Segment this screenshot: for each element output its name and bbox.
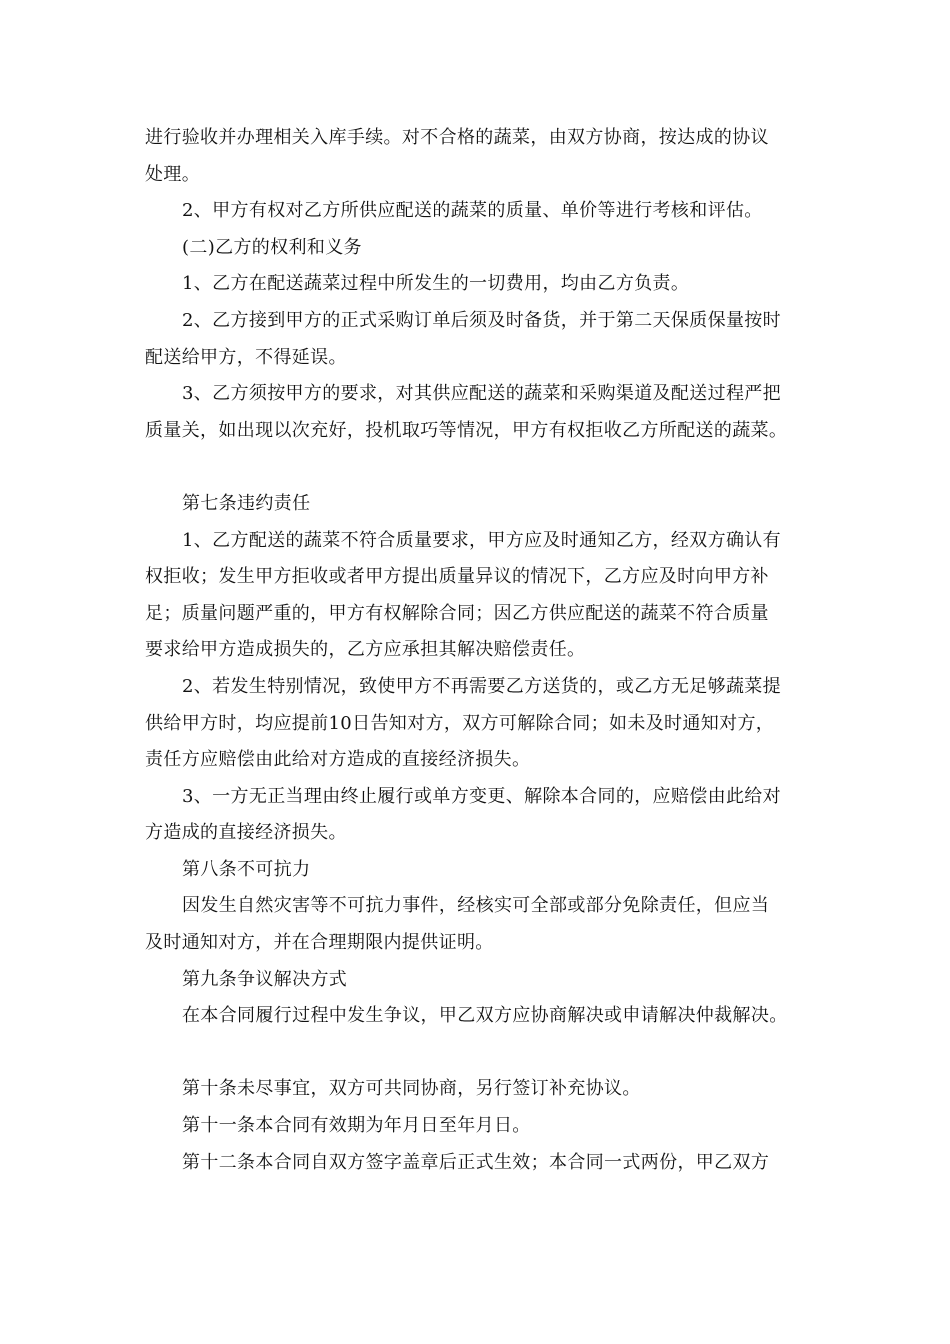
text-line: 2、若发生特别情况，致使甲方不再需要乙方送货的，或乙方无足够蔬菜提 [182, 675, 781, 697]
text-line: 3、一方无正当理由终止履行或单方变更、解除本合同的，应赔偿由此给对 [182, 785, 781, 807]
text-line: 方造成的直接经济损失。 [145, 822, 347, 844]
text-line: 进行验收并办理相关入库手续。对不合格的蔬菜，由双方协商，按达成的协议 [145, 127, 769, 148]
section-heading: (二)乙方的权利和义务 [182, 236, 362, 258]
text-line: 因发生自然灾害等不可抗力事件，经核实可全部或部分免除责任，但应当 [182, 895, 770, 917]
text-line: 在本合同履行过程中发生争议，甲乙双方应协商解决或申请解决仲裁解决。 [182, 1005, 788, 1027]
text-line: 3、乙方须按甲方的要求，对其供应配送的蔬菜和采购渠道及配送过程严把 [182, 383, 781, 405]
article-heading-8: 第八条不可抗力 [182, 858, 311, 880]
text-line: 供给甲方时，均应提前10日告知对方，双方可解除合同；如未及时通知对方， [145, 712, 775, 734]
text-line: 要求给甲方造成损失的，乙方应承担其解决赔偿责任。 [145, 639, 586, 661]
text-line: 1、乙方配送的蔬菜不符合质量要求，甲方应及时通知乙方，经双方确认有 [182, 529, 781, 551]
article-12: 第十二条本合同自双方签字盖章后正式生效；本合同一式两份，甲乙双方 [182, 1151, 770, 1173]
article-10: 第十条未尽事宜，双方可共同协商，另行签订补充协议。 [182, 1078, 641, 1100]
article-11: 第十一条本合同有效期为年月日至年月日。 [182, 1115, 531, 1137]
text-line: 2、甲方有权对乙方所供应配送的蔬菜的质量、单价等进行考核和评估。 [182, 200, 763, 222]
text-line: 处理。 [145, 163, 201, 185]
paragraph-gap [145, 449, 815, 486]
text-line: 1、乙方在配送蔬菜过程中所发生的一切费用，均由乙方负责。 [182, 273, 690, 295]
text-line: 配送给甲方，不得延误。 [145, 346, 347, 368]
text-line: 权拒收；发生甲方拒收或者甲方提出质量异议的情况下，乙方应及时向甲方补 [145, 566, 769, 588]
text-line: 2、乙方接到甲方的正式采购订单后须及时备货，并于第二天保质保量按时 [182, 309, 781, 331]
text-line: 质量关，如出现以次充好，投机取巧等情况，甲方有权拒收乙方所配送的蔬菜。 [145, 419, 788, 441]
paragraph-gap [145, 1035, 815, 1072]
text-line: 及时通知对方，并在合理期限内提供证明。 [145, 932, 494, 954]
article-heading-9: 第九条争议解决方式 [182, 968, 348, 990]
contract-body [145, 120, 815, 1181]
text-line: 足；质量问题严重的，甲方有权解除合同；因乙方供应配送的蔬菜不符合质量 [145, 602, 769, 624]
text-line: 责任方应赔偿由此给对方造成的直接经济损失。 [145, 749, 531, 771]
article-heading-7: 第七条违约责任 [182, 492, 311, 514]
